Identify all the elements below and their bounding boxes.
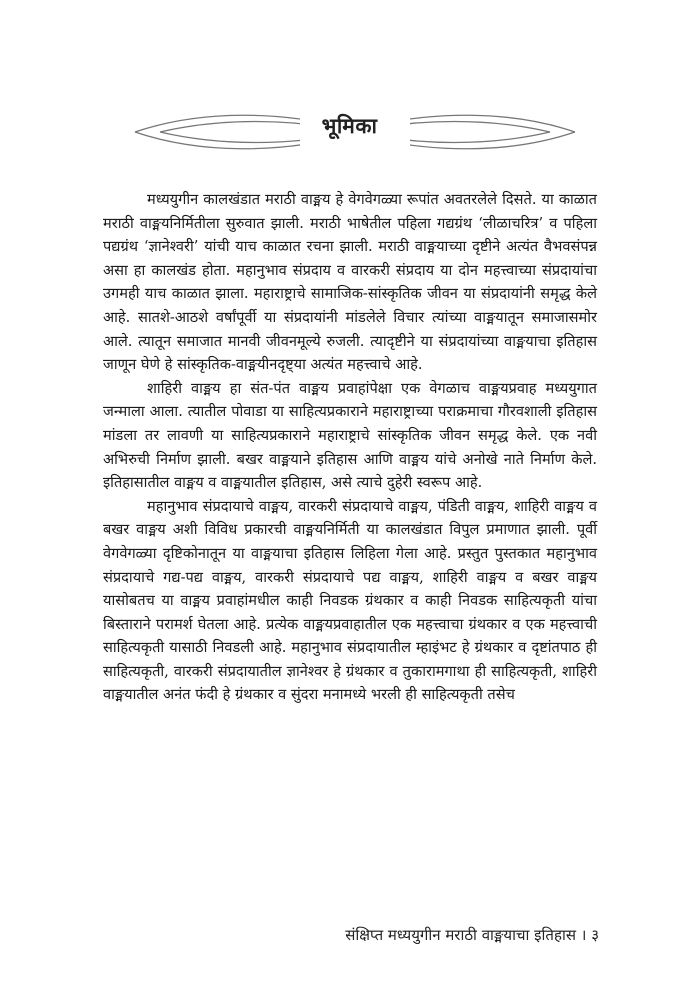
paragraph-3: महानुभाव संप्रदायाचे वाङ्मय, वारकरी संप्रदायाचे वाङ्मय, पंडिती वाङ्मय, शाहिरी वाङ्मय व बखर वाङ्मय अशी विविध प्रकारची वाङ्मयनिर्मिती या कालखंडात विपुल प्रमाणात झाली. पूर्वी वेगवेगळ्या दृष्टिकोनातून या वाङ्मयाचा इतिहास लिहिला गेला आहे. प्रस्तुत पुस्तकात महानुभाव संप्रदायाचे गद्य-पद्य वाङ्मय, वारकरी संप्रदायाचे पद्य वाङ्मय, शाहिरी वाङ्मय व बखर वाङ्मय यासोबतच या वाङ्मय प्रवाहांमधील काही निवडक ग्रंथकार व काही निवडक साहित्यकृती यांचा बिस्ताराने परामर्श घेतला आहे. प्रत्येक वाङ्मयप्रवाहातील एक महत्त्वाचा ग्रंथकार व एक महत्त्वाची साहित्यकृती यासाठी निवडली आहे. महानुभाव संप्रदायातील म्हाइंभट हे ग्रंथकार व दृष्टांतपाठ ही साहित्यकृती, वारकरी संप्रदायातील ज्ञानेश्वर हे ग्रंथकार व तुकारामगाथा ही साहित्यकृती, शाहिरी वाङ्मयातील अनंत फंदी हे ग्रंथकार व सुंदरा मनामध्ये भरली ही साहित्यकृती तसेच [103, 497, 597, 704]
paragraph-2: शाहिरी वाङ्मय हा संत-पंत वाङ्मय प्रवाहांपेक्षा एक वेगळाच वाङ्मयप्रवाह मध्ययुगात जन्माला आला. त्यातील पोवाडा या साहित्यप्रकाराने महाराष्ट्राच्या पराक्रमाचा गौरवशाली इतिहास मांडला तर लावणी या साहित्यप्रकाराने महाराष्ट्राचे सांस्कृतिक जीवन समृद्ध केले. एक नवी अभिरुची निर्माण झाली. बखर वाङ्मयाने इतिहास आणि वाङ्मय यांचे अनोखे नाते निर्माण केले. इतिहासातील वाङ्मय व वाङ्मयातील इतिहास, असे त्याचे दुहेरी स्वरूप आहे. [103, 379, 597, 492]
body-text [103, 188, 597, 707]
page-title: भूमिका [321, 114, 378, 138]
paragraph-1: मध्ययुगीन कालखंडात मराठी वाङ्मय हे वेगवेगळ्या रूपांत अवतरलेले दिसते. या काळात मराठी वाङ्मयनिर्मितीला सुरुवात झाली. मराठी भाषेतील पहिला गद्यग्रंथ ‘लीळाचरित्र’ व पहिला पद्यग्रंथ ‘ज्ञानेश्वरी’ यांची याच काळात रचना झाली. मराठी वाङ्मयाच्या दृष्टीने अत्यंत वैभवसंपन्न असा हा कालखंड होता. महानुभाव संप्रदाय व वारकरी संप्रदाय या दोन महत्त्वाच्या संप्रदायांचा उगमही याच काळात झाला. महाराष्ट्राचे सामाजिक-सांस्कृतिक जीवन या संप्रदायांनी समृद्ध केले आहे. सातशे-आठशे वर्षांपूर्वी या संप्रदायांनी मांडलेले विचार त्यांच्या वाङ्मयातून समाजासमोर आले. त्यातून समाजात मानवी जीवनमूल्ये रुजली. त्यादृष्टीने या संप्रदायांच्या वाङ्मयाचा इतिहास जाणून घेणे हे सांस्कृतिक-वाङ्मयीनदृष्ट्या अत्यंत महत्त्वाचे आहे. [103, 191, 597, 374]
page-footer: संक्षिप्त मध्ययुगीन मराठी वाङ्मयाचा इतिहास । ३ [345, 926, 599, 944]
